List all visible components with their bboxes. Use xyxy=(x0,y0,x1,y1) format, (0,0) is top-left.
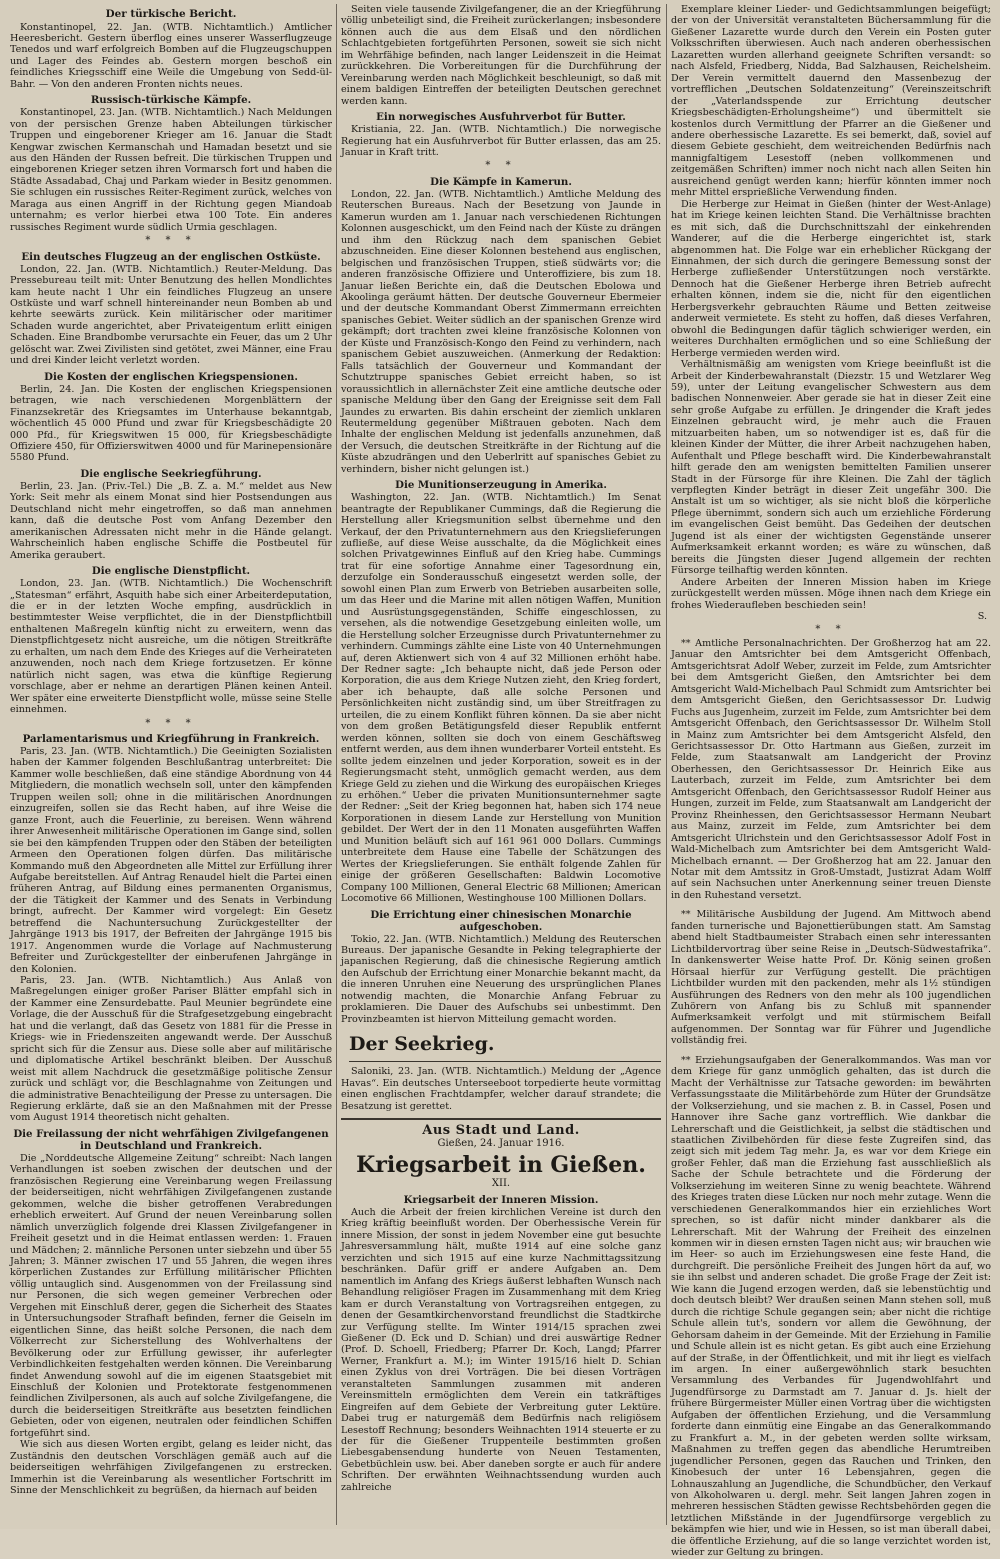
section-separator: * * * xyxy=(145,235,197,247)
article-heading: Parlamentarismus und Kriegführung in Frankreich. xyxy=(22,732,320,745)
section-title-seekrieg: Der Seekrieg. xyxy=(349,1033,661,1062)
article-paragraph: Konstantinopel, 23. Jan. (WTB. Nichtamtlich.) Nach Meldungen von der persischen Grenze haben Abteilungen türkischer Truppen und eingeborener Krieger am 16. Januar die Stadt Kengwar zwischen Kermanschah und Hamadan besetzt und sie aus den Händen der Russen befreit. Die türkischen Truppen und eingeborenen Krieger setzen ihren Vormarsch fort und haben die Städte Assadabad, Chaj und Parkam wieder in Besitz genommen. Sie schlugen ein russisches Reiter-Regiment zurück, welches von Maraga aus einen Angriff in der Richtung gegen Miandoab unternahm; es verlor hierbei etwa 100 Tote. Ein anderes russisches Regiment wurde südlich Urmia geschlagen. xyxy=(10,107,332,233)
series-number: XII. xyxy=(491,1177,511,1189)
column-2 xyxy=(341,4,661,1525)
article-paragraph: ** Amtliche Personalnachrichten. Der Großherzog hat am 22. Januar den Amtsrichter bei dem Amtsgericht Offenbach, Amtsgerichtsrat Adolf Weber, zurzeit im Felde, zum Amtsrichter bei dem Amtsgericht Gießen, den Amtsrichter bei dem Amtsgericht Wald-Michelbach Paul Schmidt zum Amtsrichter bei dem Amtsgericht Gießen, den Gerichtsassessor Dr. Ludwig Fuchs aus Jugenheim, zurzeit im Felde, zum Amtsrichter bei dem Amtsgericht Offenbach, den Gerichtsassessor Dr. Wilhelm Stoll in Mainz zum Amtsrichter bei dem Amtsgericht Alsfeld, den Gerichtsassessor Dr. Otto Hartmann aus Gießen, zurzeit im Felde, zum Staatsanwalt am Landgericht der Provinz Oberhessen, den Gerichtsassessor Dr. Heinrich Eike aus Lauterbach, zurzeit im Felde, zum Amtsrichter bei dem Amtsgericht Offenbach, den Gerichtsassessor Rudolf Heiner aus Hungen, zurzeit im Felde, zum Staatsanwalt am Landgericht der Provinz Rheinhessen, den Gerichtsassessor Hermann Neubart aus Mainz, zurzeit im Felde, zum Amtsrichter bei dem Amtsgericht Ulrichstein und den Gerichtsassessor Adolf Fost in Wald-Michelbach zum Amtsrichter bei dem Amtsgericht Wald-Michelbach ernannt. — Der Großherzog hat am 22. Januar den Notar mit dem Amtssitz in Groß-Umstadt, Justizrat Adam Wolff auf sein Nachsuchen unter Anerkennung seiner treuen Dienste in den Ruhestand versetzt. xyxy=(671,637,991,901)
section-separator: * * xyxy=(815,624,847,636)
article-paragraph: ** Militärische Ausbildung der Jugend. Am Mittwoch abend fanden turnerische und Bajonettierübungen statt. Am Samstag abend hielt Stadtbaumeister Strabach einen sehr interessanten Lichtbildervortrag über seine Reise in „Deutsch-Südwestafrika“. In dankenswerter Weise hatte Prof. Dr. König seinen großen Hörsaal hierfür zur Verfügung gestellt. Die prächtigen Lichtbilder wurden mit den packenden, mehr als 1½ stündigen Ausführungen des Redners von den mehr als 100 jugendlichen Zuhörern von Anfang bis zu Schluß mit spannender Aufmerksamkeit verfolgt und mit stürmischem Beifall aufgenommen. Der Sonntag war für Führer und Jugendliche vollständig frei. xyxy=(671,909,991,1047)
article-paragraph: Berlin, 24. Jan. Die Kosten der englischen Kriegspensionen betragen, wie nach verschiedenen Morgenblättern der Finanzsekretär des Kriegsamtes im Unterhause bekanntgab, wöchentlich 45 000 Pfund und zwar für Kriegsbeschädigte 20 000 Pfd., für Kriegswitwen 15 000, für Kriegsbeschädigte Offiziere 450, für Offizierswitwen 4000 und für Marinepensionäre 5580 Pfund. xyxy=(10,383,332,464)
section-separator: * * * xyxy=(145,717,197,729)
article-paragraph: London, 22. Jan. (WTB. Nichtamtlich.) Reuter-Meldung. Das Pressebureau teilt mit: Unter Benutzung des hellen Mondlichtes kam heute nacht 1 Uhr ein feindliches Flugzeug an unsere Ostküste und warf schnell hintereinander neun Bomben ab und kehrte seewärts zurück. Kein militärischer oder maritimer Schaden wurde angerichtet, aber Privateigentum erlitt einigen Schaden. Eine Brandbombe verursachte ein Feuer, das um 2 Uhr gelöscht war. Zwei Zivilisten sind getötet, zwei Männer, eine Frau und drei Kinder leicht verletzt worden. xyxy=(10,263,332,367)
article-heading: Die Kämpfe in Kamerun. xyxy=(430,175,572,188)
article-paragraph: Auch die Arbeit der freien kirchlichen Vereine ist durch den Krieg kräftig beeinflußt worden. Der Oberhessische Verein für innere Mission, der sonst in jedem November eine gut besuchte Jahresversammlung hält, mußte 1914 auf eine solche ganz verzichten und sich 1915 auf eine kurze Nachmittagssitzung beschränken. Dafür griff er andere Aufgaben an. Dem namentlich im Anfang des Kriegs äußerst lebhaften Wunsch nach Behandlung religiöser Fragen im Zusammenhang mit dem Krieg kam er durch Veranstaltung von Vortragsreihen entgegen, zu denen der Gesamtkirchenvorstand freundlichst die Stadtkirche zur Verfügung stellte. Im Winter 1914/15 sprachen zwei Gießener (D. Eck und D. Schian) und drei auswärtige Redner (Prof. D. Schoell, Friedberg; Pfarrer Dr. Koch, Langd; Pfarrer Werner, Frankfurt a. M.); im Winter 1915/16 hielt D. Schian einen Zyklus von drei Vorträgen. Die bei diesen Vorträgen veranstalteten Sammlungen zusammen mit anderen Vereinsmitteln ermöglichten dem Verein ein tatkräftiges Eingreifen auf dem Gebiete der Verbreitung guter Lektüre. Dabei trug er naturgemäß dem Bedürfnis nach religiösem Lesestoff Rechnung; besonders Weihnachten 1914 steuerte er zu der für die Gießener Truppenteile bestimmten großen Liebesgabensendung hunderte von Neuen Testamenten, Gebetbüchlein usw. bei. Aber daneben sorgte er auch für andere Schriften. Der erwähnten Weihnachtssendung wurden auch zahlreiche xyxy=(341,1206,661,1493)
article-heading: Die Errichtung einer chinesischen Monarchie aufgeschoben. xyxy=(370,908,632,933)
article-paragraph: Kristiania, 22. Jan. (WTB. Nichtamtlich.) Die norwegische Regierung hat ein Ausfuhrverbot für Butter erlassen, das am 25. Januar in Kraft tritt. xyxy=(341,124,661,158)
section-separator: * * xyxy=(485,160,517,172)
section-rule xyxy=(341,1118,661,1120)
article-paragraph: Berlin, 23. Jan. (Priv.-Tel.) Die „B. Z. a. M.“ meldet aus New York: Seit mehr als einem Monat sind hier Postsendungen aus Deutschland nicht mehr eingetroffen, so daß man annehmen kann, daß die deutsche Post vom Anfang Dezember den amerikanischen Adressaten nicht mehr in die Hände gelangt. Wahrscheinlich haben englische Schiffe die Postbeutel für Amerika geraubert. xyxy=(10,480,332,561)
article-paragraph: London, 22. Jan. (WTB. Nichtamtlich.) Amtliche Meldung des Reuterschen Bureaus. Nach der Besetzung von Jaunde in Kamerun wurden am 1. Januar nach verschiedenen Richtungen Kolonnen ausgeschickt, um den Feind nach der Küste zu drängen und ihm den Rückzug nach dem spanischen Gebiet abzuschneiden. Eine dieser Kolonnen bestehend aus englischen, belgischen und französischen Truppen, stieß südwärts vor; die anderen französische Offiziere und Unteroffiziere, bis zum 18. Januar ließen Berichte ein, daß die Deutschen Ebolowa und Akoolinga geräumt hätten. Der deutsche Gouverneur Ebermeier und der deutsche Kommandant Oberst Zimmermann erreichten spanisches Gebiet. Weiter südlich an der spanischen Grenze wird gekämpft; dort trachten zwei kleine französische Kolonnen von der Küste und Französisch-Kongo den Feind zu verhindern, nach spanischem Gebiet auszuweichen. (Anmerkung der Redaktion: Falls tatsächlich der Gouverneur und Kommandant der Schutztruppe spanisches Gebiet erreicht haben, so ist voraussichtlich in allernächster Zeit eine amtliche deutsche oder spanische Meldung über den Gang der Ereignisse seit dem Fall Jaundes zu erwarten. Bis dahin erscheint der ziemlich unklaren Reutermeldung gegenüber Mißtrauen geboten. Nach dem Inhalte der englischen Meldung ist jedenfalls anzunehmen, daß der Versuch, die deutschen Streitkräfte in der Richtung auf die Küste abzudrängen und den Ueberlritt auf spanisches Gebiet zu verhindern, bisher nicht gelungen ist.) xyxy=(341,188,661,475)
column-rule xyxy=(666,4,667,1525)
article-heading: Ein norwegisches Ausfuhrverbot für Butter. xyxy=(376,111,626,124)
article-heading: Die Kosten der englischen Kriegspensionen. xyxy=(44,370,298,383)
article-paragraph: Exemplare kleiner Lieder- und Gedichtsammlungen beigefügt; der von der Universität veranstalteten Büchersammlung für die Gießener Lazarette wurde durch den Verein ein Posten guter Volksschriften überwiesen. Auch nach anderen oberhessischen Lazaretten wurden allerhand geeignete Schriften versandt: so nach Alsfeld, Friedberg, Nidda, Bad Salzhausen, Reichelsheim. Der Verein vermittelt dauernd den Massenbezug der vortrefflichen „Deutschen Soldatenzeitung“ (Vereinszeitschrift der „Vaterlandsspende zur Errichtung deutscher Kriegsbeschädigten-Erholungsheime“) und übermittelt sie kostenlos durch Vermittlung der Pfarrer an die Gießener und andere oberhessische Lazarette. Es sei bemerkt, daß, soviel auf diesem Gebiete geschieht, dem weitreichenden Bedürfnis nach mannigfaltigem Lesestoff (neben vollkommenen und zeitgemäßen Schriften) immer noch nicht nach allen Seiten hin ausreichend genügt werden kann; hierfür könnten immer noch mehr Mittel ersprießliche Verwendung finden. xyxy=(671,4,991,199)
column-rule xyxy=(336,4,337,1525)
article-paragraph: Die Herberge zur Heimat in Gießen (hinter der West-Anlage) hat im Kriege keinen leichten Stand. Die Verhältnisse brachten es mit sich, daß die Durchschnittszahl der einkehrenden Wanderer, auf die die Herberge eingerichtet ist, stark abgenommen hat. Die Folge war ein erheblicher Rückgang der Einnahmen, der sich durch die geringere Bemessung sonst der Herberge zufließender Unterstützungen noch verstärkte. Dennoch hat die Gießener Herberge ihren Betrieb aufrecht erhalten können, indem sie die, nicht für den eigentlichen Herbergsverkehr gebrauchten Räume und Betten zeitweise anderweit vermietete. Es steht zu hoffen, daß dieses Verfahren, obwohl die Bedingungen dafür täglich schwieriger werden, ein weiteres Durchhalten ermöglichen und so eine Schließung der Herberge vermieden werden wird. xyxy=(671,198,991,359)
article-paragraph: London, 23. Jan. (WTB. Nichtamtlich.) Die Wochenschrift „Statesman“ erfährt, Asquith habe sich einer Arbeiterdeputation, die er in der letzten Woche empfing, ausdrücklich in bestimmtester Weise verpflichtet, die in der Dienstpflichtbill enthaltenen Maßregeln künftig nicht zu erweitern, wenn das Dienstpflichtgesetz nicht ausreiche, um die nötigen Streitkräfte zu erhalten, um nach dem Ende des Krieges auf die Verheirateten anzuwenden, noch nach dem Kriege fortzusetzen. Er könne natürlich nicht sagen, was etwa die künftige Regierung vorschlage, aber er nehme an derartigen Plänen keinen Anteil. Wer später eine erweiterte Dienstpflicht wolle, müsse seine Stelle einnehmen. xyxy=(10,578,332,716)
article-paragraph: Paris, 23. Jan. (WTB. Nichtamtlich.) Aus Anlaß von Maßregelungen einiger großer Pariser Blätter empfahl sich in der Kammer eine Zensurdebatte. Paul Meunier begründete eine Vorlage, die der Ausschuß für die Strafgesetzgebung eingebracht hat und die verlangt, daß das Gesetz von 1881 für die Presse in Kriegs- wie in Friedenszeiten angewandt werde. Der Ausschuß spricht sich für die Zensur aus. Diese solle aber auf militärische und diplomatische Artikel beschränkt bleiben. Der Ausschuß weist mit allem Nachdruck die gesetzmäßige politische Zensur zurück und schlägt vor, die Beschlagnahme von Zeitungen und die administrative Benachteiligung der Presse zu untersagen. Die Regierung erklärte, daß sie an den Maßnahmen mit der Presse vom August 1914 theoretisch nicht gehalten. xyxy=(10,975,332,1124)
article-heading: Ein deutsches Flugzeug an der englischen Ostküste. xyxy=(21,250,321,263)
article-heading: Die englische Seekriegführung. xyxy=(80,467,262,480)
dateline: Gießen, 24. Januar 1916. xyxy=(437,1137,565,1149)
article-heading: Die englische Dienstpflicht. xyxy=(91,565,251,578)
article-heading: Die Munitionserzeugung in Amerika. xyxy=(395,479,607,492)
article-paragraph: Die „Norddeutsche Allgemeine Zeitung“ schreibt: Nach langen Verhandlungen ist soeben zwischen der deutschen und der französischen Regierung eine Vereinbarung wegen Freilassung der beiderseitigen, nicht wehrfähigen Zivilgefangenen zustande gekommen, welche die bisher getroffenen Verabredungen erheblich erweitert. Auf Grund der neuen Vereinbarung sollen nämlich unverzüglich folgende drei Klassen Zivilgefangener in Freiheit gesetzt und in die Heimat entlassen werden: 1. Frauen und Mädchen; 2. männliche Personen unter siebzehn und über 55 Jahren; 3. Männer zwischen 17 und 55 Jahren, die wegen ihres körperlichen Zustandes zur Erfüllung militärischer Pflichten völlig untauglich sind. Ausgenommen von der Freilassung sind nur Personen, die sich wegen gemeiner Verbrechen oder Vergehen mit Einschluß derer, gegen die Sicherheit des Staates in Untersuchungsoder Strafhaft befinden, ferner die Geiseln im eigentlichen Sinne, das heißt solche Personen, die nach dem Völkerrecht zur Sicherstellung des Wohlverhaltens der Bevölkerung oder zur Erfüllung gewisser, ihr auferlegter Verbindlichkeiten festgehalten werden können. Die Vereinbarung findet Anwendung sowohl auf die im eigenen Staatsgebiet mit Einschluß der Kolonien und Protektorate festgenommenen feindlichen Zivilpersonen, als auch auf solche Zivilgefangene, die durch die beiderseitigen Streitkräfte aus besetzten feindlichen Gebieten, oder von eigenen, neutralen oder feindlichen Schiffen fortgeführt sind. xyxy=(10,1152,332,1439)
article-heading: Russisch-türkische Kämpfe. xyxy=(90,94,252,107)
column-1 xyxy=(10,4,332,1525)
article-paragraph: Verhältnismäßig am wenigsten vom Kriege beeinflußt ist die Arbeit der Kinderbewahranstalt (Diezstr. 15 und Wetzlarer Weg 59), unter der Leitung evangelischer Schwestern aus dem badischen Nonnenweier. Aber gerade sie hat in dieser Zeit eine sehr große Aufgabe zu erfüllen. Je dringender die Kraft jedes Einzelnen gebraucht wird, je mehr auch die Frauen mitzuarbeiten haben, um so notwendiger ist es, daß für die kleinen Kinder der Mütter, die ihrer Arbeit nachzugehen haben, Aufenthalt und Pflege beschafft wird. Die Kinderbewahranstalt hilft gerade den am wenigsten bemittelten Familien unserer Stadt in der Fürsorge für ihre Kleinen. Die Zahl der täglich verpflegten Kinder beträgt in dieser Zeit ungefähr 300. Die Anstalt ist um so wichtiger, als sie nicht bloß die körperliche Pflege übernimmt, sondern sich auch um erziehliche Förderung im evangelischen Geist bemüht. Das Gedeihen der deutschen Jugend ist als einer der wichtigsten Gegenstände unserer Aufmerksamkeit erkannt worden; es wäre zu wünschen, daß bereits die Jüngsten dieser Jugend allgemein der rechten Fürsorge teilhaftig werden könnten. xyxy=(671,359,991,577)
article-paragraph: Tokio, 22. Jan. (WTB. Nichtamtlich.) Meldung des Reuterschen Bureaus. Der japanische Gesandte in Peking telegraphierte der japanischen Regierung, daß die chinesische Regierung amtlich den Aufschub der Errichtung einer Monarchie bekannt macht, da die inneren Unruhen eine Neuerung des ursprünglichen Planes notwendig machten, die Monarchie Anfang Februar zu proklamieren. Die Dauer des Aufschubs sei unbestimmt. Den Provinzbeamten ist hiervon Mitteilung gemacht worden. xyxy=(341,933,661,1025)
article-paragraph: Wie sich aus diesen Worten ergibt, gelang es leider nicht, das Zuständnis den deutschen Vorschlägen gemäß auch auf die beiderseitigen wehrfähigen Zivilgefangenen zu erstrecken. Immerhin ist die Vereinbarung als wesentlicher Fortschritt im Sinne der Menschlichkeit zu begrüßen, da hiernach auf beiden xyxy=(10,1439,332,1497)
article-paragraph: Washington, 22. Jan. (WTB. Nichtamtlich.) Im Senat beantragte der Republikaner Cummings, daß die Regierung die Herstellung aller Kriegsmunition selbst übernehme und den Verkauf, der den Privatunternehmern aus den Kriegslieferungen zufließe, auf diese Weise ausschalte, da die Möglichkeit eines solchen Privatgewinnes Einfluß auf den Krieg habe. Cummings trat für eine sofortige Annahme einer Tagesordnung ein, derzufolge ein Sonderausschuß eingesetzt werden solle, der sowohl einen Plan zum Erwerb von Betrieben ausarbeiten solle, um das Heer und die Marine mit allen nötigen Waffen, Munition und Ausrüstungsgegenständen, Schiffe eingeschlossen, zu versehen, als die notwendige Gesetzgebung einleiten wolle, um die Herstellung solcher Erzeugnisse durch Privatunternehmer zu verhindern. Cummings zählte eine Liste von 40 Unternehmungen auf, deren Aktienwert sich von 4 auf 32 Millionen erhöht habe. Der Redner sagte: „Ich behaupte nicht, daß jede Person oder Korporation, die aus dem Kriege Nutzen zieht, den Krieg fordert, aber ich behaupte, daß alle solche Personen und Persönlichkeiten nicht zuständig sind, um über Streitfragen zu urteilen, die zu einem Konflikt führen können. Da sie aber nicht von dem großen Betätigungsfeld dieser Republik entfernt werden können, sollten sie doch von einem Geschäftsweg entfernt werden, aus dem ihnen wunderbarer Vorteil entsteht. Es sollte jedem einzelnen und jeder Korporation, soweit es in der Regierungsmacht steht, unmöglich gemacht werden, aus dem Kriege Geld zu ziehen und die Wirkung des europäischen Krieges zu erhöhen.“ Ueber die privaten Munitionsunternehmer sagte der Redner: „Seit der Krieg begonnen hat, haben sich 174 neue Korporationen in diesem Lande zur Herstellung von Munition gebildet. Der Wert der in den 11 Monaten ausgeführten Waffen und Munition beläuft sich auf 161 961 000 Dollars. Cummings unterbreitete dem Hause eine Tabelle der Schätzungen des Wertes der Kriegslieferungen. Sie enthält folgende Zahlen für einige der größeren Gesellschaften: Baldwin Locomotive Company 100 Millionen, General Electric 68 Millionen; American Locomotive 66 Millionen, Westinghouse 100 Millionen Dollars. xyxy=(341,492,661,905)
article-paragraph: Andere Arbeiten der Inneren Mission haben im Kriege zurückgestellt werden müssen. Möge ihnen nach dem Kriege ein frohes Wiederaufleben beschieden sein! xyxy=(671,576,991,611)
column-3 xyxy=(671,4,991,1559)
feature-title: Kriegsarbeit in Gießen. xyxy=(356,1151,646,1178)
article-heading: Der türkische Bericht. xyxy=(105,8,237,20)
section-title-local: Aus Stadt und Land. xyxy=(422,1122,580,1138)
article-paragraph: Seiten viele tausende Zivilgefangener, die an der Kriegführung völlig unbeteiligt sind, die Freiheit zurückerlangen; insbesondere können auch die aus dem Elsaß und den nördlichen Schlachtgebieten fortgeführten Personen, soweit sie sich nicht im Wehrfähige befinden, nach langer Leidenszeit in die Heimat zurückkehren. Die Vorbereitungen für die Durchführung der Vereinbarung werden nach Möglichkeit beschleunigt, so daß mit einem baldigen Eintreffen der beteiligten Deutschen gerechnet werden kann. xyxy=(341,4,661,107)
article-heading: Die Freilassung der nicht wehrfähigen Zivilgefangenen in Deutschland und Frankreich. xyxy=(13,1127,329,1152)
article-heading: Kriegsarbeit der Inneren Mission. xyxy=(403,1193,599,1206)
article-paragraph: Paris, 23. Jan. (WTB. Nichtamtlich.) Die Geeinigten Sozialisten haben der Kammer folgenden Beschlußantrag unterbreitet: Die Kammer wolle beschließen, daß eine ständige Abordnung von 44 Mitgliedern, die monatlich wechseln soll, unter den kämpfenden Truppen weilen soll; ohne in die militärischen Anordnungen einzugreifen, sollen sie das Recht haben, auf ihre Weise die ganze Front, auch die Feuerlinie, zu bereisen. Wenn während ihrer Anwesenheit militärische Operationen im Gange sind, sollen sie bei den kämpfenden Truppen oder den Stäben der beteiligten Armeen den Operationen folgen dürfen. Das militärische Kommando muß den Abgeordneten alle Mittel zur Erfüllung ihrer Aufgabe bereitstellen. Auf Antrag Renaudel hielt die Partei einen früheren Antrag, auf Bildung eines permanenten Organismus, der die Tätigkeit der Kammer und des Senats in Verbindung bringt, aufrecht. Der Kammer wird vorgelegt: Ein Gesetz betreffend die Nachuntersuchung Zurückgestellter der Jahrgänge 1913 bis 1917, der Befreiten der Jahrgänge 1915 bis 1917. Angenommen wurde die Vorlage auf Nachmusterung Befreiter und Zurückgestellter der einberufenen Jahrgänge in den Kolonien. xyxy=(10,745,333,975)
article-paragraph: ** Erziehungsaufgaben der Generalkommandos. Was man vor dem Kriege für ganz unmöglich gehalten, das ist durch die Macht der Verhältnisse zur Tatsache geworden: im bewährten Verfassungsstaate die Militärbehörde zum Hüter der Grundsätze der Volkserziehung, und sie machen z. B. in Cassel, Posen und Hannover ihre Sache ganz vortrefflich. Wie dankbar die Lehrerschaft und die Geistlichkeit, ja selbst die städtischen und staatlichen Zivilbehörden für diese feste Zugreifen sind, das zeigt sich mit jedem Tag mehr. Ja, es war vor dem Kriege ein großer Fehler, daß man die Erziehung fast ausschließlich als Sache der Schule betrachtete und die Förderung der Volkserziehung im weiteren Sinne zu wenig beachtete. Während des Krieges traten diese Lücken nur noch mehr zutage. Wenn die verschiedenen Generalkommandos hier ein erziehliches Wort sprechen, so ist dafür nicht minder dankbarer als die Lehrerschaft. Mit der Wahrung der Freiheit des einzelnen kommen wir in diesen ernsten Tagen nicht aus; wir brauchen wie im Heer- so auch im Erziehungswesen eine feste Hand, die durchgreift. Die persönliche Freiheit des Jungen hört da auf, wo sie ihn selbst und anderen schadet. Die große Frage der Zeit ist: Wie kann die Jugend erzogen werden, daß sie lebenstüchtig und doch deutsch bleibt? Wer draußen seinen Mann stehen soll, muß durch die richtige Schule gegangen sein; aber nicht die richtige Schule allein tut's, sondern vor allem die Gewöhnung, der Gehorsam daheim in der Gemeinde. Mit der Erziehung in Familie und Schule allein ist es nicht getan. Es gibt auch eine Erziehung auf der Straße, in der Öffentlichkeit, und mit ihr liegt es vielfach im argen. In einer außergewöhnlich stark besuchten Versammlung des Verbandes für Jugendwohlfahrt und Jugendfürsorge zu Darmstadt am 7. Januar d. Js. hielt der frühere Bürgermeister Müller einen Vortrag über die wichtigsten Aufgaben der öffentlichen Erziehung, und die Versammlung forderte dann einmütig eine Eingabe an das Generalkommando zu Frankfurt a. M., in der gebeten werden sollte wirksam, Maßnahmen zu treffen gegen das abendliche Herumtreiben jugendlicher Personen, gegen das Rauchen und Trinken, den Kinobesuch der unter 16 Lebensjahren, gegen die Lohnauszahlung an Jugendliche, die Schundbücher, den Verkauf von Alkoholwaren u. dergl. mehr. Seit langen Jahren zogen in mehreren hessischen Städten gewisse Rechtsbehörden gegen die letztlichen Mißstände in der Jugendfürsorge vergeblich zu bekämpfen wie hier, und wie in Hessen, so ist man überall dabei, die öffentliche Erziehung, auf die so lange verzichtet worden ist, wieder zur Geltung zu bringen. xyxy=(671,1054,991,1559)
article-paragraph: Konstantinopel, 22. Jan. (WTB. Nichtamtlich.) Amtlicher Heeresbericht. Gestern überflog eines unserer Wasserflugzeuge Tenedos und warf erfolgreich Bomben auf die Flugzeugschuppen und Lager des Feindes ab. Gestern morgen beschoß ein feindliches Kriegsschiff eine Weile die Umgebung von Sedd-ül-Bahr. — Von den anderen Fronten nichts neues. xyxy=(10,21,332,90)
article-paragraph: Saloniki, 23. Jan. (WTB. Nichtamtlich.) Meldung der „Agence Havas“. Ein deutsches Unterseeboot torpedierte heute vormittag einen englischen Frachtdampfer, welcher darauf strandete; die Besatzung ist gerettet. xyxy=(341,1066,661,1112)
author-signature: S. xyxy=(977,611,987,623)
